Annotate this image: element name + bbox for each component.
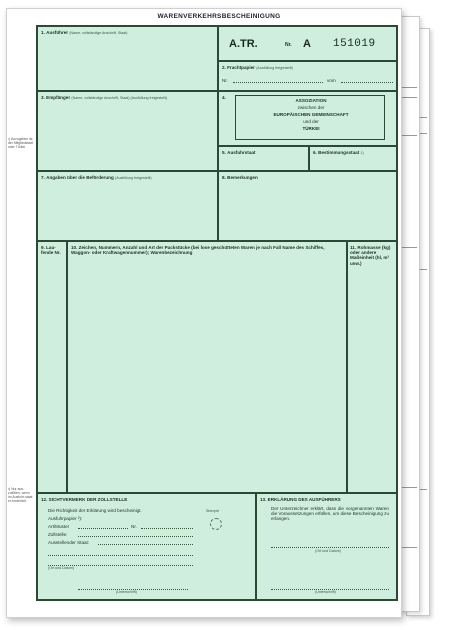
field-3-number: 3.	[41, 95, 45, 100]
field-2-transport-document[interactable]	[218, 61, 397, 91]
field-2-title: Frachtpapier	[227, 65, 255, 70]
field-13-signature-label: (Unterschrift)	[315, 590, 336, 594]
field-12-blank-line	[48, 554, 193, 556]
stamp-label: Stempel	[206, 509, 220, 513]
field-10-goods-description[interactable]	[67, 241, 347, 493]
field-7-transport-details[interactable]	[37, 171, 218, 241]
field-13-place-date-label: (Ort und Datum)	[315, 549, 341, 553]
stamp-area	[210, 518, 222, 530]
field-13-number: 13.	[260, 497, 267, 502]
field-9-number: 9.	[41, 245, 45, 250]
form-title: WARENVERKEHRSBESCHEINIGUNG	[157, 13, 281, 20]
field-12-nr-line	[141, 527, 193, 529]
field-12-text: Die Richtigkeit der Erklärung wird bescheinigt.	[48, 508, 142, 513]
field-12-place-date-label: (Ort und Datum)	[48, 566, 74, 570]
field-10-number: 10.	[71, 245, 78, 250]
field-1-exporter[interactable]	[37, 26, 218, 91]
field-6-destination-country[interactable]	[309, 146, 397, 171]
field-1-hint: (Name, vollständige Anschrift, Staat)	[69, 31, 128, 35]
field-12-type-line	[78, 527, 128, 529]
association-frame	[235, 95, 385, 140]
field-9-item-number[interactable]	[37, 241, 67, 493]
field-12-customs-office-label: Zollstelle:	[48, 532, 68, 537]
field-8-remarks[interactable]	[218, 171, 397, 241]
field-12-nr-label: Nr.	[131, 524, 137, 529]
field-3-consignee[interactable]	[37, 91, 218, 171]
field-7-title: Angaben über die Beförderung	[46, 175, 114, 180]
association-line-2: zwischen der	[297, 105, 325, 110]
association-line-5: TÜRKEI	[302, 126, 320, 131]
footnote-2: ²) Nur aus-zufüllen, wenn im Ausfuhr-staat er-forderlich.	[8, 487, 33, 503]
field-12-customs-office-line	[78, 535, 193, 537]
field-5-title: Ausfuhrstaat	[227, 150, 256, 155]
field-12-document-label: Ausfuhrpapier ²):	[48, 516, 83, 521]
field-6-title: Bestimmungsstaat	[318, 150, 360, 155]
field-12-title: SICHTVERMERK DER ZOLLSTELLE	[48, 497, 128, 502]
field-13-text: Der Unterzeichner erklärt, dass die vorgenannten Waren die Voraussetzungen erfüllen, um diese Bescheinigung zu erlangen.	[271, 506, 389, 522]
field-12-signature-label: (Unterschrift)	[116, 590, 137, 594]
field-1-title: Ausführer	[46, 30, 69, 35]
field-6-sup: 1)	[360, 151, 364, 155]
field-5-number: 5.	[222, 150, 226, 155]
atr-header	[218, 26, 397, 61]
field-6-number: 6.	[313, 150, 317, 155]
footnote-1: ¹) Anzugeben ist der Mitgliedstaat oder Türkei	[8, 137, 33, 149]
field-12-number: 12.	[41, 497, 48, 502]
field-2-nr-line	[233, 81, 323, 83]
field-11-number: 11.	[350, 245, 357, 250]
association-line-4: und der	[303, 119, 319, 124]
field-4-number: 4.	[222, 95, 226, 100]
field-7-hint: (Ausfüllung freigestellt)	[115, 176, 152, 180]
field-12-type-label: Art/Muster	[48, 524, 70, 529]
certificate-page	[6, 8, 402, 618]
field-11-gross-mass[interactable]	[347, 241, 397, 493]
field-8-title: Bemerkungen	[227, 175, 258, 180]
association-line-3: EUROPÄISCHEN GEMEINSCHAFT	[273, 112, 349, 117]
field-3-hint: (Name, vollständige Anschrift, Staat) (Ausfüllung freigestellt)	[71, 96, 168, 100]
field-8-number: 8.	[222, 175, 226, 180]
field-12-customs-endorsement[interactable]	[37, 493, 256, 600]
association-line-1: ASSOZIATION	[295, 98, 327, 103]
field-13-title: ERKLÄRUNG DES AUSFÜHRERS	[267, 497, 341, 502]
field-7-number: 7.	[41, 175, 45, 180]
field-12-issuing-country-line	[98, 543, 193, 545]
field-2-hint: (Ausfüllung freigestellt)	[256, 66, 293, 70]
field-2-number: 2.	[222, 65, 226, 70]
certificate-number: 151019	[333, 38, 376, 50]
field-2-vom-line	[341, 81, 393, 83]
field-10-title: Zeichen, Nummern, Anzahl und Art der Packstücke (bei lose geschütteten Waren je nach Fall Name des Schiffes, Waggon- oder Kraftwagennummer); Warenbezeichnung	[71, 245, 325, 256]
field-1-number: 1.	[41, 30, 45, 35]
field-4-association	[218, 91, 397, 146]
atr-label: A.TR.	[229, 38, 258, 50]
nr-label: Nr.	[285, 42, 292, 48]
field-2-nr-label: Nr.	[222, 78, 228, 83]
field-13-place-date-line	[271, 546, 389, 548]
field-9-title: Lau-fende Nr.	[41, 245, 61, 256]
form-grid	[36, 25, 398, 601]
field-3-title: Empfänger	[46, 95, 71, 100]
field-5-export-country[interactable]	[218, 146, 309, 171]
series-letter: A	[303, 38, 311, 50]
field-2-vom-label: vom	[327, 78, 336, 83]
field-12-issuing-country-label: Ausstellender Staat:	[48, 540, 90, 545]
field-11-title: Rohmasse (kg) oder andere Maßeinheit (hl, m³ usw.)	[350, 245, 391, 266]
field-13-exporter-declaration[interactable]	[256, 493, 397, 600]
